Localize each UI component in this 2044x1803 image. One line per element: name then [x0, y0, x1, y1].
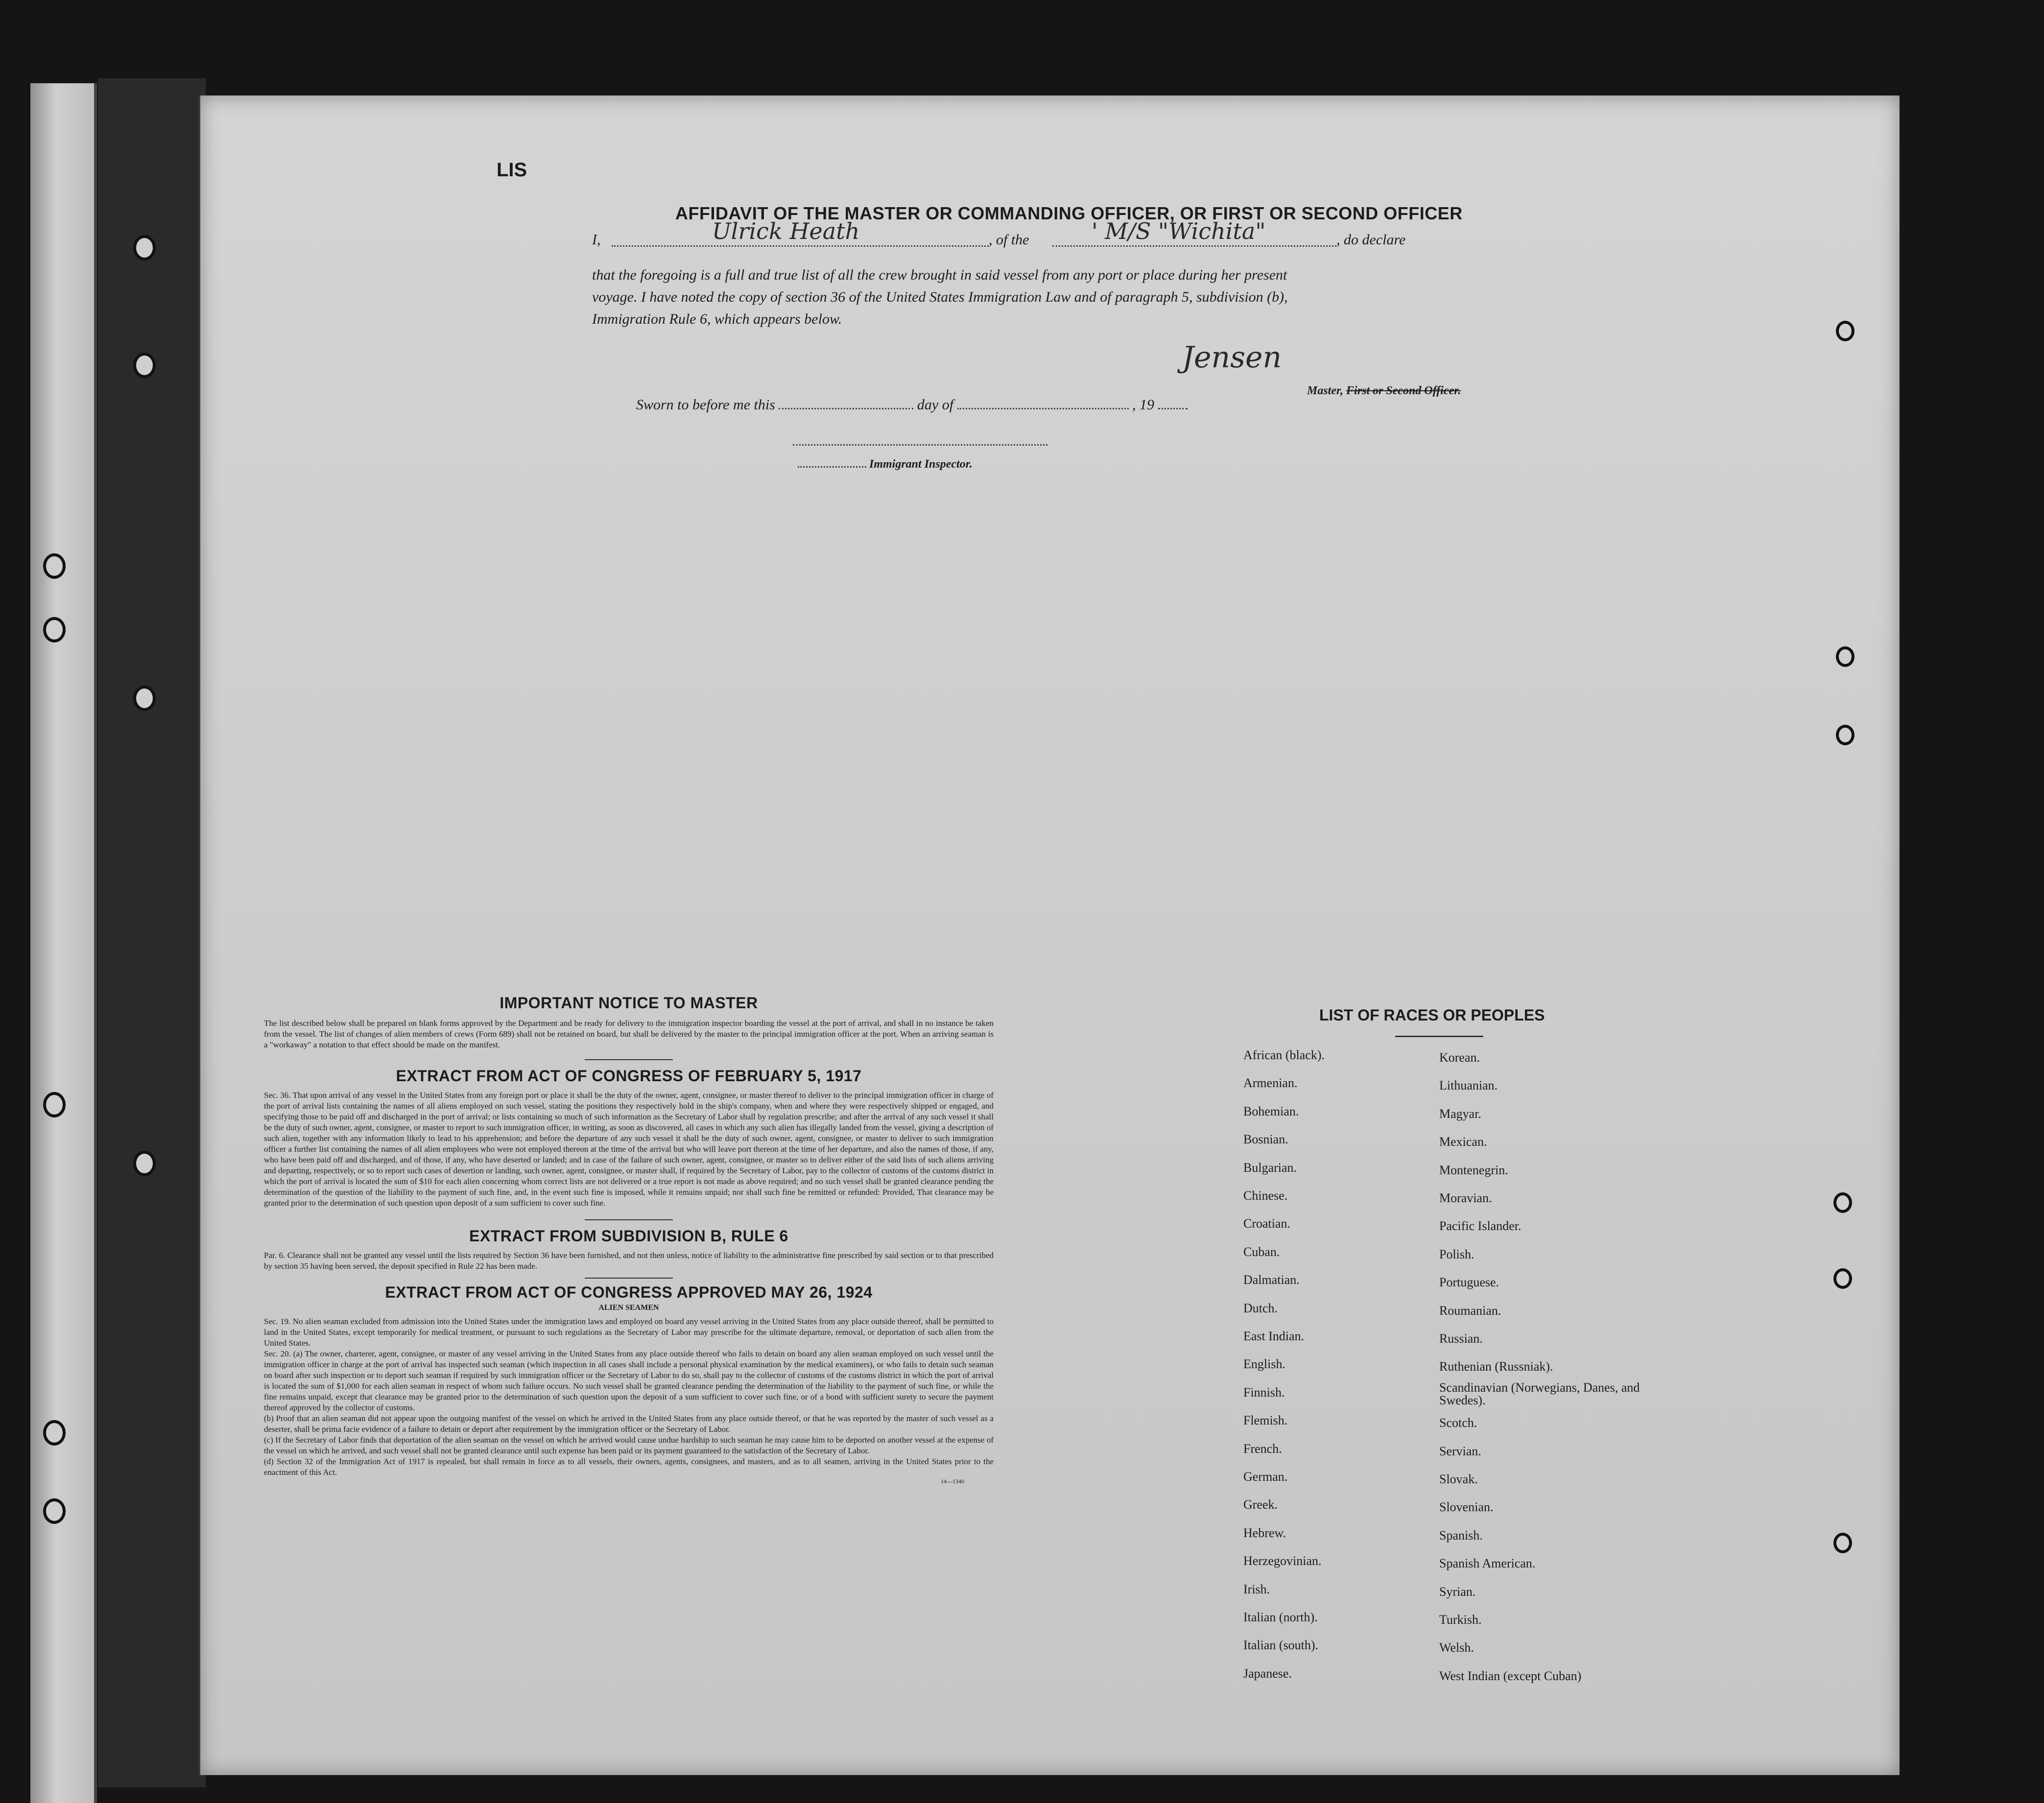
- race-item-left: Flemish.: [1243, 1413, 1288, 1428]
- punch-hole: [1836, 725, 1854, 745]
- binder-hole: [133, 1151, 156, 1176]
- races-divider: [1395, 1036, 1483, 1037]
- punch-hole: [1833, 1192, 1852, 1213]
- binder-hole: [43, 1498, 66, 1524]
- sec20d-body: (d) Section 32 of the Immigration Act of 1917 is repealed, but shall remain in force as to all vessels, their owners, agents, consignees, and masters, and as to all seamen, arriving in the United States prior to the enactment of this Act.: [264, 1457, 994, 1477]
- race-item-right: Lithuanian.: [1439, 1078, 1498, 1093]
- affidavit-line-3: voyage. I have noted the copy of section 36 of the United States Immigration Law and of paragraph 5, subdivision (b),: [592, 289, 1288, 305]
- punch-hole: [1833, 1268, 1852, 1289]
- race-item-right: Roumanian.: [1439, 1303, 1501, 1318]
- inspector-label-row: [798, 458, 973, 471]
- punch-hole: [1836, 321, 1854, 341]
- name-line: [612, 245, 989, 247]
- divider: [585, 1219, 673, 1220]
- race-item-left: Italian (south).: [1243, 1638, 1319, 1653]
- extract-1924-title: EXTRACT FROM ACT OF CONGRESS APPROVED MAY 26, 1924: [385, 1283, 873, 1301]
- race-item-right: Pacific Islander.: [1439, 1219, 1521, 1234]
- race-item-right: Slovenian.: [1439, 1500, 1494, 1515]
- race-item-left: Dalmatian.: [1243, 1273, 1300, 1287]
- race-item-left: Hebrew.: [1243, 1525, 1286, 1540]
- do-declare-label: , do declare: [1336, 232, 1406, 248]
- race-item-left: Italian (north).: [1243, 1610, 1318, 1624]
- binder-hole: [133, 353, 156, 378]
- sec20a-body: Sec. 20. (a) The owner, charterer, agent, consignee, or master of any vessel arriving in the United States from any place outside thereof who fails to detain on board any alien seaman employed on such vessel until the immigration officer in charge at the port of arrival has inspected such seaman (which inspection in all cases shall include a personal physical examination by the medical examiners), or who fails to detain such seaman on board after such inspection or to deport such seaman if required by such immigration officer or the Secretary of Labor to do so, shall pay to the collector of customs of the customs district in which the port of arrival is located the sum of $1,000 for each alien seaman in respect of whom such failure occurs. No such vessel shall be granted clearance pending the determination of the liability to the payment of such fine, or while the fine remains unpaid, except that clearance may be granted prior to the determination of such question upon the deposit of a sum sufficient to cover such fine, or of a bond with sufficient surety to secure the payment thereof approved by the collector of customs.: [264, 1349, 994, 1412]
- race-item-right: Spanish.: [1439, 1528, 1483, 1542]
- race-item-right: Polish.: [1439, 1247, 1474, 1261]
- binder-hole: [43, 1420, 66, 1446]
- race-item-left: Irish.: [1243, 1582, 1270, 1596]
- i-label: I,: [592, 232, 601, 248]
- master-label-group: [1307, 384, 1461, 398]
- sec19-body: Sec. 19. No alien seaman excluded from admission into the United States under the immigration laws and employed on board any vessel arriving in the United States from any place outside thereof, shall be permitted to land in the United States, except temporarily for medical treatment, or pursuant to such regulations as the Secretary of Labor may prescribe for the ultimate departure, removal, or deportation of such alien from the United States.: [264, 1317, 994, 1348]
- race-item-right: Moravian.: [1439, 1191, 1492, 1205]
- race-item-left: Chinese.: [1243, 1188, 1288, 1203]
- master-signature: Jensen: [1182, 340, 1282, 375]
- race-item-left: Japanese.: [1243, 1666, 1292, 1681]
- sworn-label: Sworn to before me this: [636, 397, 775, 413]
- form-number: 14—1340: [941, 1478, 964, 1485]
- race-item-right: Welsh.: [1439, 1640, 1474, 1655]
- document-page: [198, 95, 1900, 1775]
- sworn-year-field: [1158, 408, 1188, 409]
- extract-1917-body: Sec. 36. That upon arrival of any vessel in the United States from any foreign port or place it shall be the duty of the owner, agent, consignee, or master thereof to deliver to the principal immigration officer in charge of the port of arrival lists containing the names of all aliens employed on such vessel, stating the positions they respectively hold in the ship's company, when and where they were respectively shipped or engaged, and specifying those to be paid off and discharged in the port of arrival; or lists containing so much of such information as the Secretary of Labor shall by regulation prescribe; and after the arrival of any such vessel it shall be the duty of such owner, agent, consignee, or master to report to such immigration officer, in writing, as soon as discovered, all cases in which any such alien has illegally landed from the vessel, giving a description of such alien, together with any information likely to lead to his apprehension; and before the departure of any such vessel it shall be the duty of such owner, agent, consignee, or master to deliver to such immigration officer a further list containing the names of all alien employees who were not employed thereon at the time of the arrival but who will leave port thereon at the time of her departure, and also the names of those, if any, who have been paid off and discharged, and of those, if any, who have deserted or landed; and in case of the failure of such owner, agent, consignee, or master so to deliver either of the said lists of such aliens arriving and departing, respectively, or so to report such cases of desertion or landing, such owner, agent, consignee, or master shall, if required by the Secretary of Labor, pay to the collector of customs of the customs district in which the port of arrival is located the sum of $10 for each alien concerning whom correct lists are not delivered or a true report is not made as above required; and no such vessel shall be granted clearance pending the determination of the question of the liability to the payment of such fine, and, in the event such fine is imposed, while it remains unpaid; nor shall such fine be remitted or refunded: Provided, That clearance may be granted prior to the determination of such question upon deposit of a sum sufficient to cover such fine.: [264, 1091, 994, 1208]
- race-item-right: Mexican.: [1439, 1135, 1487, 1149]
- race-item-left: English.: [1243, 1357, 1285, 1372]
- race-item-right: Korean.: [1439, 1050, 1480, 1065]
- race-item-right: Scotch.: [1439, 1416, 1477, 1430]
- race-item-left: African (black).: [1243, 1048, 1325, 1062]
- inspector-signature-line: [793, 444, 1047, 446]
- inspector-dots: [798, 466, 866, 468]
- race-item-right: Scandinavian (Norwegians, Danes, and Swedes).: [1439, 1380, 1640, 1407]
- race-item-right: Russian.: [1439, 1331, 1483, 1346]
- day-of-label: day of: [917, 397, 954, 413]
- race-item-right: West Indian (except Cuban): [1439, 1668, 1582, 1683]
- race-item-left: Bosnian.: [1243, 1132, 1288, 1147]
- race-item-right: Magyar.: [1439, 1106, 1481, 1121]
- punch-hole: [1836, 646, 1854, 667]
- binder-hole: [43, 1092, 66, 1117]
- affidavit-title: AFFIDAVIT OF THE MASTER OR COMMANDING OFFICER, OR FIRST OR SECOND OFFICER: [675, 203, 1463, 223]
- divider: [585, 1059, 673, 1060]
- handwritten-name: Ulrick Heath: [712, 218, 860, 244]
- notice-body: The list described below shall be prepared on blank forms approved by the Department and be ready for delivery to the immigration inspector boarding the vessel at the port of arrival, and shall in no instance be taken from the vessel. The list of changes of alien members of crews (Form 689) shall not be retained on board, but shall be delivered by the master to the principal immigration officer at the port. When an arriving seaman is a "workaway" a notation to that effect should be made on the manifest.: [264, 1019, 994, 1049]
- notices-column: [264, 994, 994, 1485]
- binder-hole: [133, 686, 156, 711]
- punch-hole: [1833, 1533, 1852, 1553]
- extract-rule6-title: EXTRACT FROM SUBDIVISION B, RULE 6: [469, 1227, 788, 1245]
- sworn-line: [636, 397, 1188, 413]
- race-item-right: Turkish.: [1439, 1613, 1482, 1627]
- extract-1917-title: EXTRACT FROM ACT OF CONGRESS OF FEBRUARY 5, 1917: [396, 1067, 862, 1085]
- affidavit-line-4: Immigration Rule 6, which appears below.: [592, 311, 842, 327]
- race-item-right: Slovak.: [1439, 1472, 1478, 1486]
- race-item-right: Portuguese.: [1439, 1275, 1499, 1290]
- race-item-left: German.: [1243, 1470, 1288, 1484]
- notice-title: IMPORTANT NOTICE TO MASTER: [499, 994, 758, 1012]
- race-item-left: French.: [1243, 1441, 1282, 1456]
- affidavit-line-2: that the foregoing is a full and true list of all the crew brought in said vessel from any port or place during her present: [592, 267, 1287, 283]
- binder-hole: [43, 617, 66, 642]
- race-item-left: Armenian.: [1243, 1076, 1298, 1091]
- race-item-left: Finnish.: [1243, 1385, 1285, 1400]
- race-item-left: Dutch.: [1243, 1301, 1278, 1315]
- inspector-label: Immigrant Inspector.: [869, 458, 973, 471]
- master-label: Master,: [1307, 384, 1344, 397]
- extract-rule6-body: Par. 6. Clearance shall not be granted any vessel until the lists required by Section 36 have been furnished, and not then unless, notice of liability to the administrative fine prescribed by said section or to that prescribed by section 35 having been served, the deposit specified in Rule 22 has been made.: [264, 1251, 994, 1271]
- race-item-left: Greek.: [1243, 1497, 1278, 1512]
- binding-edge: [98, 78, 206, 1787]
- affidavit-line-1: [592, 218, 1718, 251]
- corner-mark: LIS: [497, 159, 527, 181]
- race-item-right: Montenegrin.: [1439, 1162, 1508, 1177]
- races-title: LIST OF RACES OR PEOPLES: [1319, 1006, 1545, 1024]
- binder-strip: [30, 83, 97, 1803]
- sworn-day-field: [779, 408, 913, 409]
- race-item-left: Bulgarian.: [1243, 1160, 1297, 1175]
- divider: [585, 1278, 673, 1279]
- race-item-left: Cuban.: [1243, 1244, 1280, 1259]
- race-item-right: Ruthenian (Russniak).: [1439, 1359, 1553, 1374]
- binder-hole: [133, 235, 156, 261]
- year-label: , 19: [1132, 397, 1155, 413]
- binder-hole: [43, 553, 66, 579]
- race-item-right: Servian.: [1439, 1444, 1481, 1458]
- race-item-right: Syrian.: [1439, 1584, 1476, 1599]
- sworn-month-field: [957, 408, 1129, 409]
- sec20c-body: (c) If the Secretary of Labor finds that deportation of the alien seaman on the vessel on which he arrived would cause undue hardship to such seaman he may cause him to be deported on another vessel at the expense of the vessel on which he arrived, and such vessel shall not be granted clearance until such expense has been paid or its payment guaranteed to the satisfaction of the Secretary of Labor.: [264, 1435, 994, 1455]
- race-item-left: Croatian.: [1243, 1216, 1291, 1231]
- extract-1924-subtitle: ALIEN SEAMEN: [598, 1304, 659, 1312]
- sec20b-body: (b) Proof that an alien seaman did not appear upon the outgoing manifest of the vessel on which he arrived in the United States from any place outside thereof, or that he was reported by the master of such vessel as a deserter, shall be prima facie evidence of a failure to detain or deport after requirement by the immigration officer or the Secretary of Labor.: [264, 1414, 994, 1434]
- race-item-left: Herzegovinian.: [1243, 1554, 1322, 1568]
- race-item-left: East Indian.: [1243, 1329, 1305, 1343]
- handwritten-vessel: ' M/S "Wichita": [1092, 218, 1266, 244]
- vessel-line: [1052, 245, 1336, 247]
- race-item-right: Spanish American.: [1439, 1556, 1536, 1571]
- struck-officer-label: First or Second Officer.: [1346, 384, 1461, 397]
- race-item-left: Bohemian.: [1243, 1104, 1299, 1118]
- of-the-label: , of the: [989, 232, 1029, 248]
